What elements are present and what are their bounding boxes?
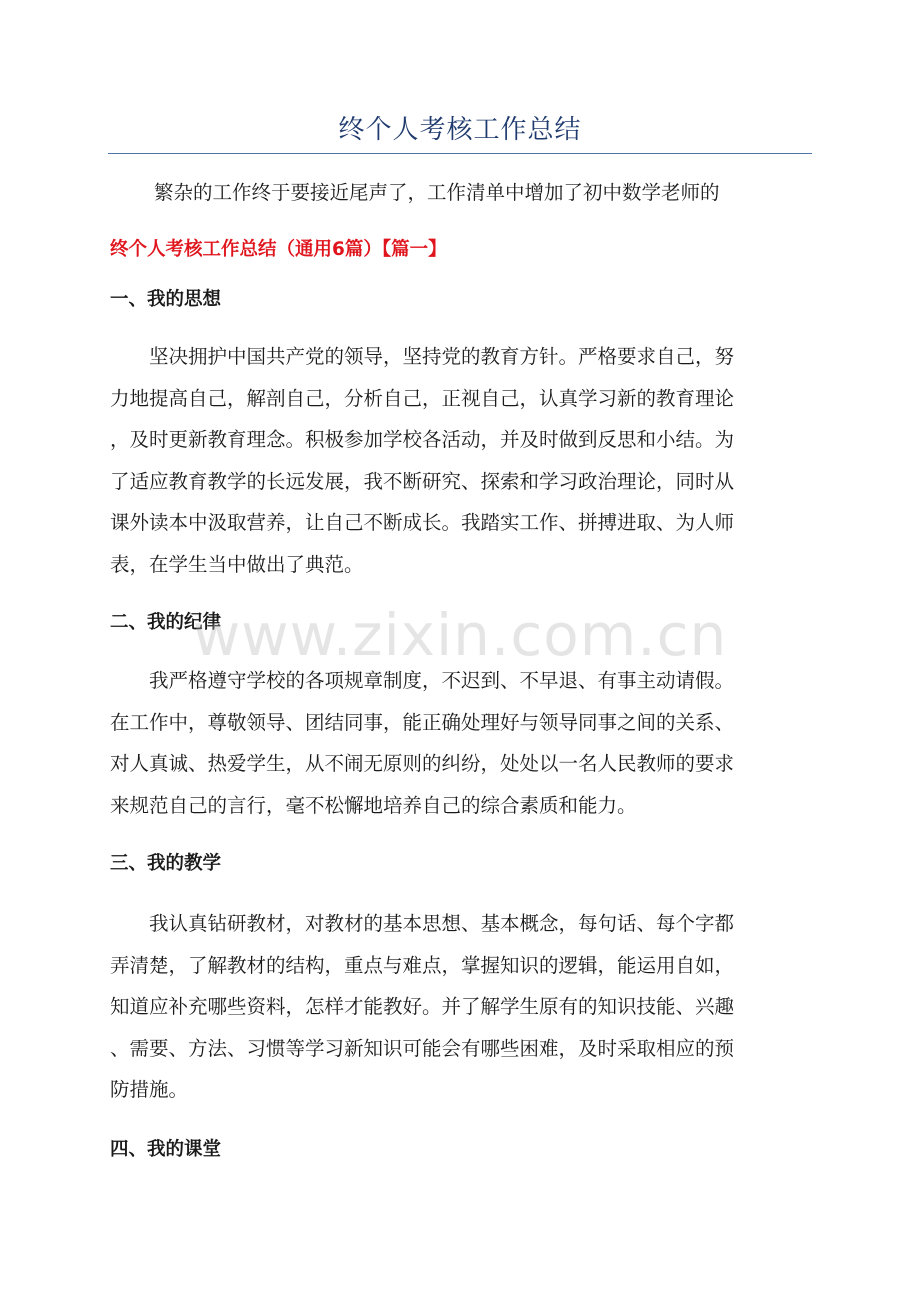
article-heading: 终个人考核工作总结（通用6篇）【篇一】	[110, 239, 447, 260]
paragraph-line: 在工作中，尊敬领导、团结同事，能正确处理好与领导同事之间的关系、	[110, 710, 735, 734]
paragraph-line: 力地提高自己，解剖自己，分析自己，正视自己，认真学习新的教育理论	[110, 386, 735, 410]
intro-paragraph: 繁杂的工作终于要接近尾声了，工作清单中增加了初中数学老师的	[154, 181, 720, 204]
paragraph-line: 对人真诚、热爱学生，从不闹无原则的纠纷，处处以一名人民教师的要求	[110, 752, 735, 775]
paragraph-line: ，及时更新教育理念。积极参加学校各活动，并及时做到反思和小结。为	[110, 428, 735, 451]
section-body-discipline	[110, 660, 810, 826]
paragraph-line: 、需要、方法、习惯等学习新知识可能会有哪些困难，及时采取相应的预	[110, 1036, 735, 1060]
paragraph-line: 弄清楚，了解教材的结构，重点与难点，掌握知识的逻辑，能运用自如，	[110, 953, 735, 977]
site-watermark: www.zixin.com.cn	[192, 601, 728, 669]
section-heading-teaching: 三、我的教学	[110, 853, 222, 874]
paragraph-line: 我认真钻研教材，对教材的基本思想、基本概念，每句话、每个字都	[149, 912, 735, 935]
section-heading-classroom: 四、我的课堂	[110, 1139, 222, 1160]
paragraph-line: 表，在学生当中做出了典范。	[110, 552, 364, 576]
document-title: 终个人考核工作总结	[338, 115, 582, 145]
section-body-teaching	[110, 903, 810, 1111]
paragraph-line: 来规范自己的言行，毫不松懈地培养自己的综合素质和能力。	[110, 793, 637, 817]
section-heading-thought: 一、我的思想	[110, 289, 222, 310]
title-divider	[108, 153, 812, 154]
paragraph-line: 我严格遵守学校的各项规章制度，不迟到、不早退、有事主动请假。	[149, 669, 735, 692]
paragraph-line: 课外读本中汲取营养，让自己不断成长。我踏实工作、拼搏进取、为人师	[110, 511, 735, 534]
section-body-thought	[110, 336, 810, 585]
paragraph-line: 坚决拥护中国共产党的领导，坚持党的教育方针。严格要求自己，努	[149, 345, 735, 368]
section-heading-discipline: 二、我的纪律	[110, 612, 222, 633]
paragraph-line: 知道应补充哪些资料，怎样才能教好。并了解学生原有的知识技能、兴趣	[110, 995, 735, 1018]
paragraph-line: 了适应教育教学的长远发展，我不断研究、探索和学习政治理论，同时从	[110, 469, 735, 493]
paragraph-line: 防措施。	[110, 1078, 189, 1101]
